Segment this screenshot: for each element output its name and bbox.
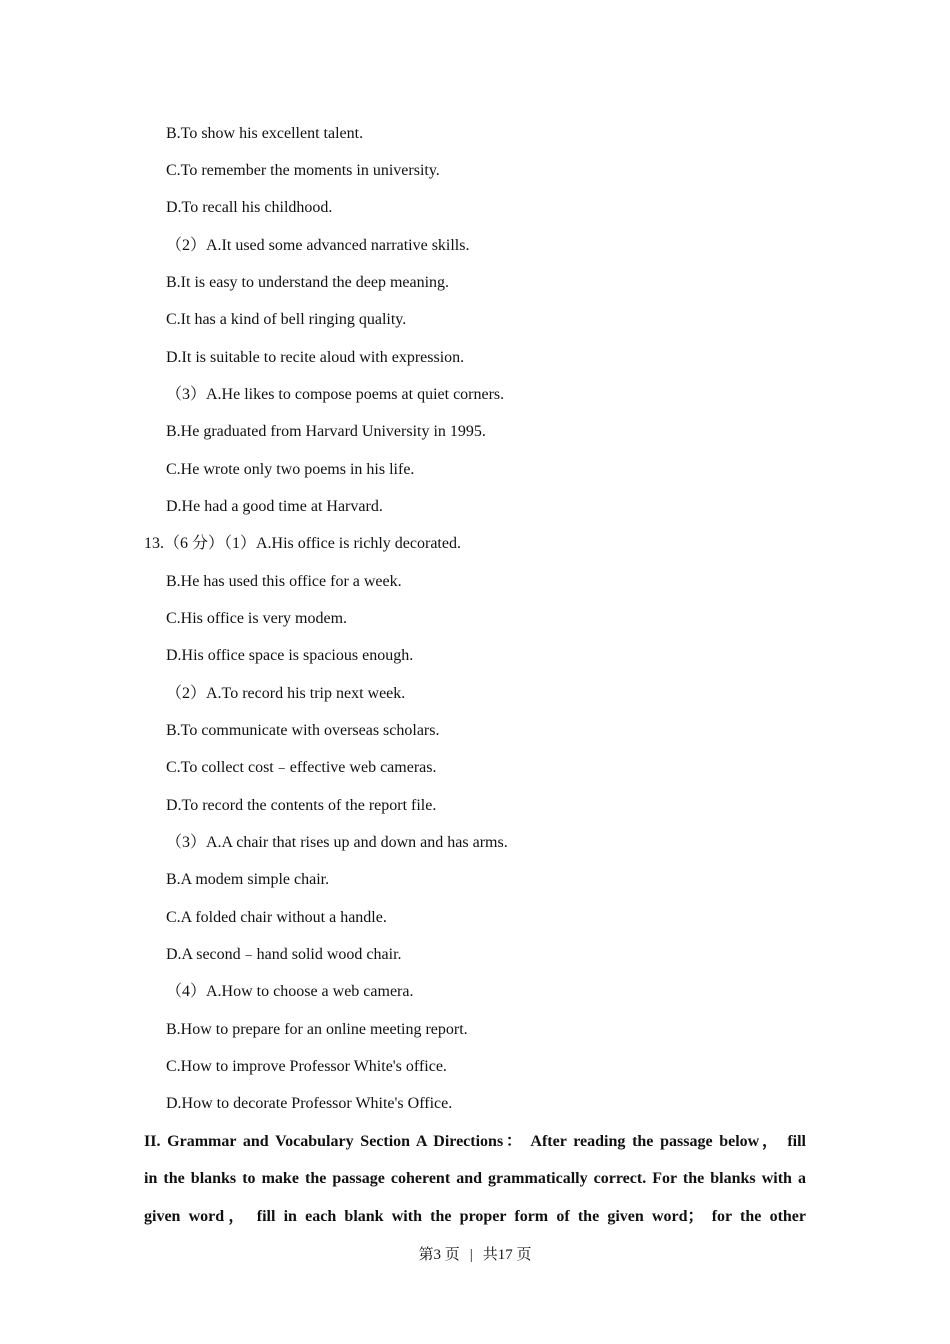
q13-2-option-c: C.To collect cost﹣effective web cameras. (166, 759, 437, 776)
page-footer (0, 1245, 950, 1265)
q13-4-option-b: B.How to prepare for an online meeting report. (166, 1021, 468, 1038)
q12-3-option-a: （3）A.He likes to compose poems at quiet corners. (166, 386, 505, 403)
q13-3-option-d: D.A second﹣hand solid wood chair. (166, 946, 402, 963)
q13-3-option-c: C.A folded chair without a handle. (166, 909, 387, 926)
q13-1-option-b: B.He has used this office for a week. (166, 573, 402, 590)
q13-3-option-b: B.A modem simple chair. (166, 871, 330, 888)
section-directions-line-1: II. Grammar and Vocabulary Section A Directions： After reading the passage below， fill (144, 1133, 806, 1150)
q13-header: 13.（6 分）（1）A.His office is richly decorated. (144, 535, 461, 552)
q13-3-option-a: （3）A.A chair that rises up and down and has arms. (166, 834, 508, 851)
q13-2-option-d: D.To record the contents of the report file. (166, 797, 437, 814)
q13-2-option-a: （2）A.To record his trip next week. (166, 685, 406, 702)
q13-4-option-a: （4）A.How to choose a web camera. (166, 983, 414, 1000)
q12-2-option-d: D.It is suitable to recite aloud with expression. (166, 349, 465, 366)
q13-1-option-d: D.His office space is spacious enough. (166, 647, 414, 664)
q12-3-option-c: C.He wrote only two poems in his life. (166, 461, 415, 478)
q12-3-option-b: B.He graduated from Harvard University in 1995. (166, 423, 486, 440)
q12-2-option-c: C.It has a kind of bell ringing quality. (166, 311, 407, 328)
q13-4-option-d: D.How to decorate Professor White's Office. (166, 1095, 453, 1112)
q12-1-option-b: B.To show his excellent talent. (166, 125, 364, 142)
q12-2-option-a: （2）A.It used some advanced narrative skills. (166, 237, 470, 254)
q12-3-option-d: D.He had a good time at Harvard. (166, 498, 383, 515)
page-total: 共17 页 (482, 1247, 532, 1263)
q13-2-option-b: B.To communicate with overseas scholars. (166, 722, 440, 739)
section-directions-line-3: given word， fill in each blank with the proper form of the given word； for the other (144, 1208, 807, 1225)
q13-1-option-c: C.His office is very modem. (166, 610, 348, 627)
page-number: 第3 页 (418, 1247, 460, 1263)
footer-separator: | (469, 1247, 473, 1263)
section-directions-line-2: in the blanks to make the passage coherent and grammatically correct. For the blanks with a (144, 1170, 806, 1187)
q12-1-option-c: C.To remember the moments in university. (166, 162, 440, 179)
q13-4-option-c: C.How to improve Professor White's office. (166, 1058, 447, 1075)
q12-1-option-d: D.To recall his childhood. (166, 199, 333, 216)
q12-2-option-b: B.It is easy to understand the deep meaning. (166, 274, 450, 291)
